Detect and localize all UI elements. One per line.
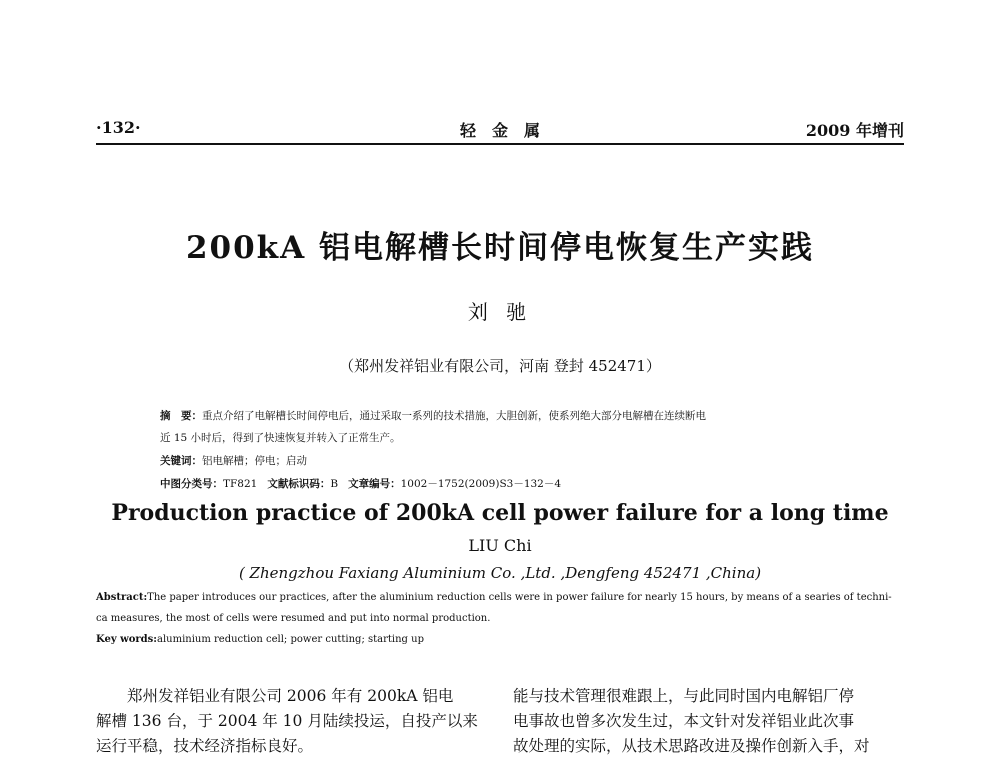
title-cn: 200kA 铝电解槽长时间停电恢复生产实践	[185, 230, 815, 266]
keywords-cn-text: 铝电解槽；停电；启动	[202, 455, 307, 467]
abstract-en-line2: ca measures, the most of cells were resumed and put into normal production.	[96, 613, 491, 624]
article-id-value: 1002－1752(2009)S3－132－4	[400, 478, 562, 490]
abstract-cn-line2: 近 15 小时后，得到了快速恢复并转入了正常生产。	[160, 432, 401, 444]
issue-label: 2009 年增刊	[805, 121, 904, 140]
title-en: Production practice of 200kA cell power failure for a long time	[111, 500, 889, 526]
keywords-en	[96, 634, 424, 645]
body-left-line3: 运行平稳，技术经济指标良好。	[96, 737, 314, 755]
abstract-cn-label: 摘 要：	[160, 410, 202, 422]
keywords-en-text: aluminium reduction cell; power cutting; starting up	[157, 634, 424, 645]
header-rule	[96, 143, 904, 145]
classification-line	[160, 476, 561, 491]
body-left-line1: 郑州发祥铝业有限公司 2006 年有 200kA 铝电	[127, 687, 454, 705]
keywords-cn-label: 关键词：	[160, 455, 202, 467]
body-left-column	[96, 684, 478, 759]
abstract-cn-text1: 重点介绍了电解槽长时间停电后，通过采取一系列的技术措施，大胆创新，使系列绝大部分电解槽在连续断电	[202, 410, 706, 422]
doc-code-label: 文献标识码：	[267, 478, 331, 490]
doc-code-value: B	[330, 478, 339, 490]
abstract-en-line1	[96, 592, 892, 603]
journal-name: 轻 金 属	[459, 121, 540, 140]
body-left-line2: 解槽 136 台，于 2004 年 10 月陆续投运，自投产以来	[96, 712, 478, 730]
body-right-line2: 电事故也曾多次发生过，本文针对发祥铝业此次事	[513, 712, 855, 730]
abstract-cn-line1	[160, 408, 706, 423]
body-right-line3: 故处理的实际，从技术思路改进及操作创新入手，对	[513, 737, 870, 755]
body-right-column	[513, 684, 870, 759]
clc-value: TF821	[223, 478, 258, 490]
body-right-line1: 能与技术管理很难跟上，与此同时国内电解铝厂停	[513, 687, 855, 705]
affiliation-en: ( Zhengzhou Faxiang Aluminium Co. ,Ltd. ,Dengfeng 452471 ,China)	[238, 564, 762, 582]
abstract-en-label: Abstract:	[96, 592, 148, 603]
keywords-en-label: Key words:	[96, 634, 157, 645]
author-en: LIU Chi	[468, 536, 532, 555]
page-number: ·132·	[96, 118, 141, 137]
abstract-en-text1: The paper introduces our practices, after the aluminium reduction cells were in power failure for nearly 15 hours, by means of a searies of techni-	[147, 592, 892, 603]
author-cn: 刘 驰	[467, 300, 533, 324]
article-id-label: 文章编号：	[348, 478, 401, 490]
affiliation-cn: （郑州发祥铝业有限公司，河南 登封 452471）	[339, 357, 661, 375]
keywords-cn	[160, 453, 307, 468]
clc-label: 中图分类号：	[160, 478, 223, 490]
